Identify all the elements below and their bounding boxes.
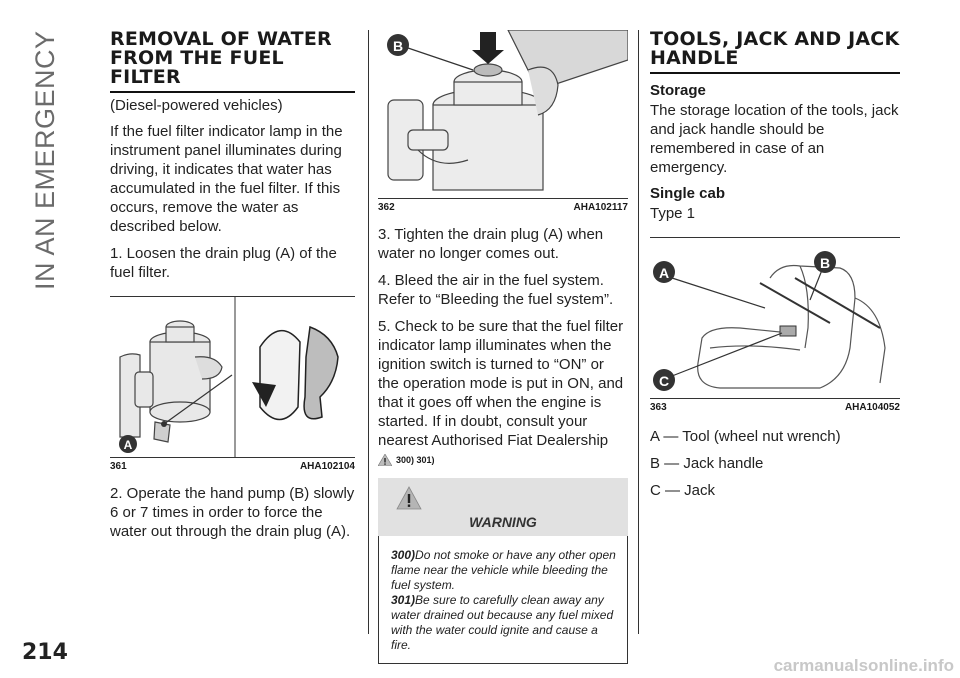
warning-text [378, 536, 628, 664]
column-divider [368, 30, 369, 634]
figure-361 [110, 296, 355, 472]
column-steps [378, 30, 628, 664]
svg-text:C: C [658, 373, 670, 389]
figure-caption [650, 398, 900, 413]
seat-tools-illustration [650, 238, 900, 398]
figure-number: 362 [378, 202, 395, 213]
hand-pump-illustration [378, 30, 628, 198]
warning-header [378, 478, 628, 536]
warning-references [378, 454, 628, 466]
column-divider [638, 30, 639, 634]
warning-item: 300)Do not smoke or have any other open flame near the vehicle while bleeding the fuel system. [391, 548, 616, 592]
figure-number: 361 [110, 461, 127, 472]
figure-code: AHA102117 [573, 202, 628, 213]
figure-code: AHA102104 [299, 461, 355, 472]
figure-code: AHA104052 [844, 402, 900, 413]
figure-362 [378, 30, 628, 213]
svg-text:A: A [123, 438, 133, 452]
storage-paragraph: The storage location of the tools, jack and jack handle should be remembered in case of an emergency. [650, 102, 899, 176]
single-cab-heading: Single cab [650, 185, 726, 202]
figure-number: 363 [650, 402, 667, 413]
warning-triangle-icon [378, 454, 392, 466]
legend-item-b: B — Jack handle [650, 455, 764, 472]
warning-item: 301)Be sure to carefully clean away any water drained out because any fuel mixed with the water could ignite and cause a fire. [391, 593, 614, 652]
legend-item-c: C — Jack [650, 482, 716, 499]
type-label: Type 1 [650, 205, 696, 222]
step-2: 2. Operate the hand pump (B) slowly 6 or 7 times in order to force the water out through the drain plug (A). [110, 485, 355, 540]
reference-numbers: 300) 301) [396, 455, 435, 465]
warning-title: WARNING [469, 514, 537, 530]
svg-text:B: B [392, 38, 404, 54]
step-4: 4. Bleed the air in the fuel system. Refer to “Bleeding the fuel system”. [378, 272, 614, 308]
figure-caption [110, 457, 355, 472]
watermark: carmanualsonline.info [773, 656, 954, 675]
section-heading: REMOVAL OF WATER FROM THE FUEL FILTER [110, 30, 355, 93]
step-1: 1. Loosen the drain plug (A) of the fuel filter. [110, 245, 337, 281]
svg-text:B: B [819, 255, 831, 271]
column-tools [650, 30, 900, 500]
step-5: 5. Check to be sure that the fuel filter indicator lamp illuminates when the ignition switch is turned to “ON” or the operation mode is put in ON, and that it goes off when the engine is started. If in doubt, consult your nearest Authorised Fiat Dealership [378, 318, 624, 449]
svg-text:A: A [658, 265, 670, 281]
warning-box [378, 478, 628, 664]
figure-363 [650, 237, 900, 413]
column-water-removal [110, 30, 355, 541]
section-title: IN AN EMERGENCY [30, 30, 60, 290]
page-number: 214 [22, 640, 68, 665]
step-3: 3. Tighten the drain plug (A) when water no longer comes out. [378, 226, 604, 262]
storage-heading: Storage [650, 82, 706, 99]
warning-triangle-icon [396, 486, 422, 510]
paragraph: If the fuel filter indicator lamp in the instrument panel illuminates during driving, it indicates that water has accumulated in the fuel filter. If this occurs, remove the water as described below. [110, 123, 343, 235]
section-heading: TOOLS, JACK AND JACK HANDLE [650, 30, 900, 74]
figure-caption [378, 198, 628, 213]
subtitle: (Diesel-powered vehicles) [110, 97, 283, 114]
legend-item-a: A — Tool (wheel nut wrench) [650, 428, 841, 445]
fuel-filter-illustration [110, 297, 355, 457]
